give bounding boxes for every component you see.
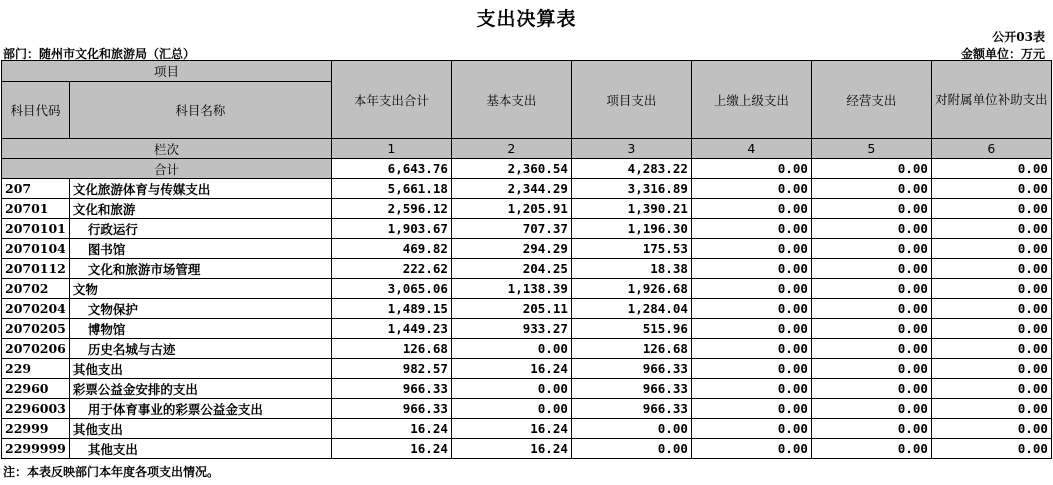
amount-cell: 0.00 [811,359,931,379]
table-row [2,439,1052,459]
subject-name: 彩票公益金安排的支出 [69,379,331,399]
header-total: 本年支出合计 [331,61,451,139]
amount-cell: 205.11 [451,299,571,319]
table-row [2,339,1052,359]
amount-cell: 0.00 [691,199,811,219]
subject-name: 文化旅游体育与传媒支出 [69,179,331,199]
total-label: 合计 [2,159,332,179]
amount-cell: 0.00 [931,379,1051,399]
amount-cell: 0.00 [451,399,571,419]
subject-code: 20701 [2,199,70,219]
amount-cell: 0.00 [811,319,931,339]
amount-cell: 966.33 [571,359,691,379]
amount-cell: 175.53 [571,239,691,259]
amount-cell: 707.37 [451,219,571,239]
subject-code: 2070104 [2,239,70,259]
table-row [2,259,1052,279]
amount-cell: 0.00 [931,239,1051,259]
amount-cell: 3,065.06 [331,279,451,299]
col-num: 1 [331,139,451,159]
amount-cell: 0.00 [811,219,931,239]
amount-cell: 1,903.67 [331,219,451,239]
header-column-no: 栏次 [2,139,332,159]
amount-cell: 5,661.18 [331,179,451,199]
amount-cell: 3,316.89 [571,179,691,199]
header-item: 项目 [2,61,332,82]
header-upper: 上缴上级支出 [691,61,811,139]
subject-code: 2070206 [2,339,70,359]
subject-name: 文化和旅游 [69,199,331,219]
amount-cell: 126.68 [331,339,451,359]
amount-cell: 16.24 [451,419,571,439]
expenditure-table [1,60,1052,459]
total-value: 0.00 [811,159,931,179]
subject-code: 2070112 [2,259,70,279]
amount-cell: 0.00 [931,299,1051,319]
total-row [2,159,1052,179]
amount-cell: 0.00 [811,259,931,279]
amount-cell: 0.00 [691,359,811,379]
amount-cell: 2,344.29 [451,179,571,199]
table-row [2,319,1052,339]
subject-name: 文物 [69,279,331,299]
amount-cell: 0.00 [931,359,1051,379]
total-value: 4,283.22 [571,159,691,179]
amount-cell: 469.82 [331,239,451,259]
amount-cell: 16.24 [331,419,451,439]
amount-cell: 18.38 [571,259,691,279]
form-code: 公开03表 [992,30,1045,44]
subject-code: 22999 [2,419,70,439]
amount-cell: 0.00 [811,279,931,299]
amount-cell: 1,489.15 [331,299,451,319]
subject-name: 其他支出 [69,419,331,439]
amount-cell: 1,196.30 [571,219,691,239]
total-value: 0.00 [691,159,811,179]
amount-cell: 0.00 [931,179,1051,199]
amount-cell: 0.00 [691,179,811,199]
amount-cell: 0.00 [811,299,931,319]
amount-cell: 0.00 [811,339,931,359]
amount-cell: 0.00 [691,379,811,399]
table-row [2,299,1052,319]
col-num: 3 [571,139,691,159]
header-business: 经营支出 [811,61,931,139]
subject-name: 行政运行 [69,219,331,239]
total-value: 0.00 [931,159,1051,179]
amount-cell: 2,596.12 [331,199,451,219]
amount-cell: 0.00 [571,439,691,459]
amount-cell: 0.00 [691,219,811,239]
amount-cell: 0.00 [931,319,1051,339]
table-row [2,219,1052,239]
col-num: 6 [931,139,1051,159]
table-row [2,239,1052,259]
subject-name: 文化和旅游市场管理 [69,259,331,279]
amount-cell: 16.24 [331,439,451,459]
subject-name: 用于体育事业的彩票公益金支出 [69,399,331,419]
amount-cell: 0.00 [571,419,691,439]
amount-cell: 0.00 [931,439,1051,459]
amount-cell: 0.00 [691,319,811,339]
table-row [2,179,1052,199]
subject-code: 22960 [2,379,70,399]
footnote: 注：本表反映部门本年度各项支出情况。 [3,465,220,479]
amount-cell: 0.00 [931,339,1051,359]
col-num: 2 [451,139,571,159]
amount-cell: 0.00 [691,339,811,359]
col-num: 5 [811,139,931,159]
amount-cell: 1,390.21 [571,199,691,219]
header-name: 科目名称 [69,82,331,139]
table-row [2,419,1052,439]
unit-label: 金额单位：万元 [960,47,1045,61]
subject-code: 2070101 [2,219,70,239]
amount-cell: 0.00 [811,239,931,259]
amount-cell: 0.00 [931,399,1051,419]
header-basic: 基本支出 [451,61,571,139]
col-num: 4 [691,139,811,159]
amount-cell: 294.29 [451,239,571,259]
subject-name: 文物保护 [69,299,331,319]
amount-cell: 0.00 [811,439,931,459]
amount-cell: 0.00 [691,299,811,319]
total-value: 6,643.76 [331,159,451,179]
subject-code: 2299999 [2,439,70,459]
amount-cell: 0.00 [691,259,811,279]
subject-code: 207 [2,179,70,199]
amount-cell: 0.00 [691,399,811,419]
amount-cell: 0.00 [931,259,1051,279]
amount-cell: 966.33 [571,379,691,399]
amount-cell: 0.00 [931,279,1051,299]
subject-name: 博物馆 [69,319,331,339]
subject-name: 历史名城与古迹 [69,339,331,359]
subject-code: 20702 [2,279,70,299]
table-row [2,359,1052,379]
amount-cell: 0.00 [811,379,931,399]
total-value: 2,360.54 [451,159,571,179]
amount-cell: 0.00 [931,199,1051,219]
amount-cell: 982.57 [331,359,451,379]
amount-cell: 0.00 [691,419,811,439]
amount-cell: 204.25 [451,259,571,279]
amount-cell: 515.96 [571,319,691,339]
amount-cell: 933.27 [451,319,571,339]
amount-cell: 0.00 [811,419,931,439]
header-project: 项目支出 [571,61,691,139]
amount-cell: 0.00 [811,399,931,419]
amount-cell: 966.33 [571,399,691,419]
department-label: 部门：随州市文化和旅游局（汇总） [3,47,196,61]
amount-cell: 16.24 [451,439,571,459]
amount-cell: 126.68 [571,339,691,359]
table-row [2,379,1052,399]
header-subsidy: 对附属单位补助支出 [931,61,1051,139]
amount-cell: 16.24 [451,359,571,379]
table-row [2,279,1052,299]
amount-cell: 0.00 [931,219,1051,239]
header-code: 科目代码 [2,82,70,139]
table-row [2,199,1052,219]
report-title: 支出决算表 [476,8,577,30]
amount-cell: 1,138.39 [451,279,571,299]
subject-code: 2296003 [2,399,70,419]
subject-name: 图书馆 [69,239,331,259]
amount-cell: 0.00 [691,279,811,299]
amount-cell: 0.00 [691,239,811,259]
amount-cell: 0.00 [811,179,931,199]
amount-cell: 1,284.04 [571,299,691,319]
amount-cell: 0.00 [931,419,1051,439]
subject-name: 其他支出 [69,359,331,379]
amount-cell: 0.00 [451,339,571,359]
amount-cell: 222.62 [331,259,451,279]
subject-code: 229 [2,359,70,379]
subject-name: 其他支出 [69,439,331,459]
amount-cell: 0.00 [811,199,931,219]
amount-cell: 1,449.23 [331,319,451,339]
amount-cell: 0.00 [691,439,811,459]
subject-code: 2070205 [2,319,70,339]
amount-cell: 966.33 [331,379,451,399]
amount-cell: 966.33 [331,399,451,419]
amount-cell: 0.00 [451,379,571,399]
amount-cell: 1,205.91 [451,199,571,219]
amount-cell: 1,926.68 [571,279,691,299]
subject-code: 2070204 [2,299,70,319]
table-row [2,399,1052,419]
